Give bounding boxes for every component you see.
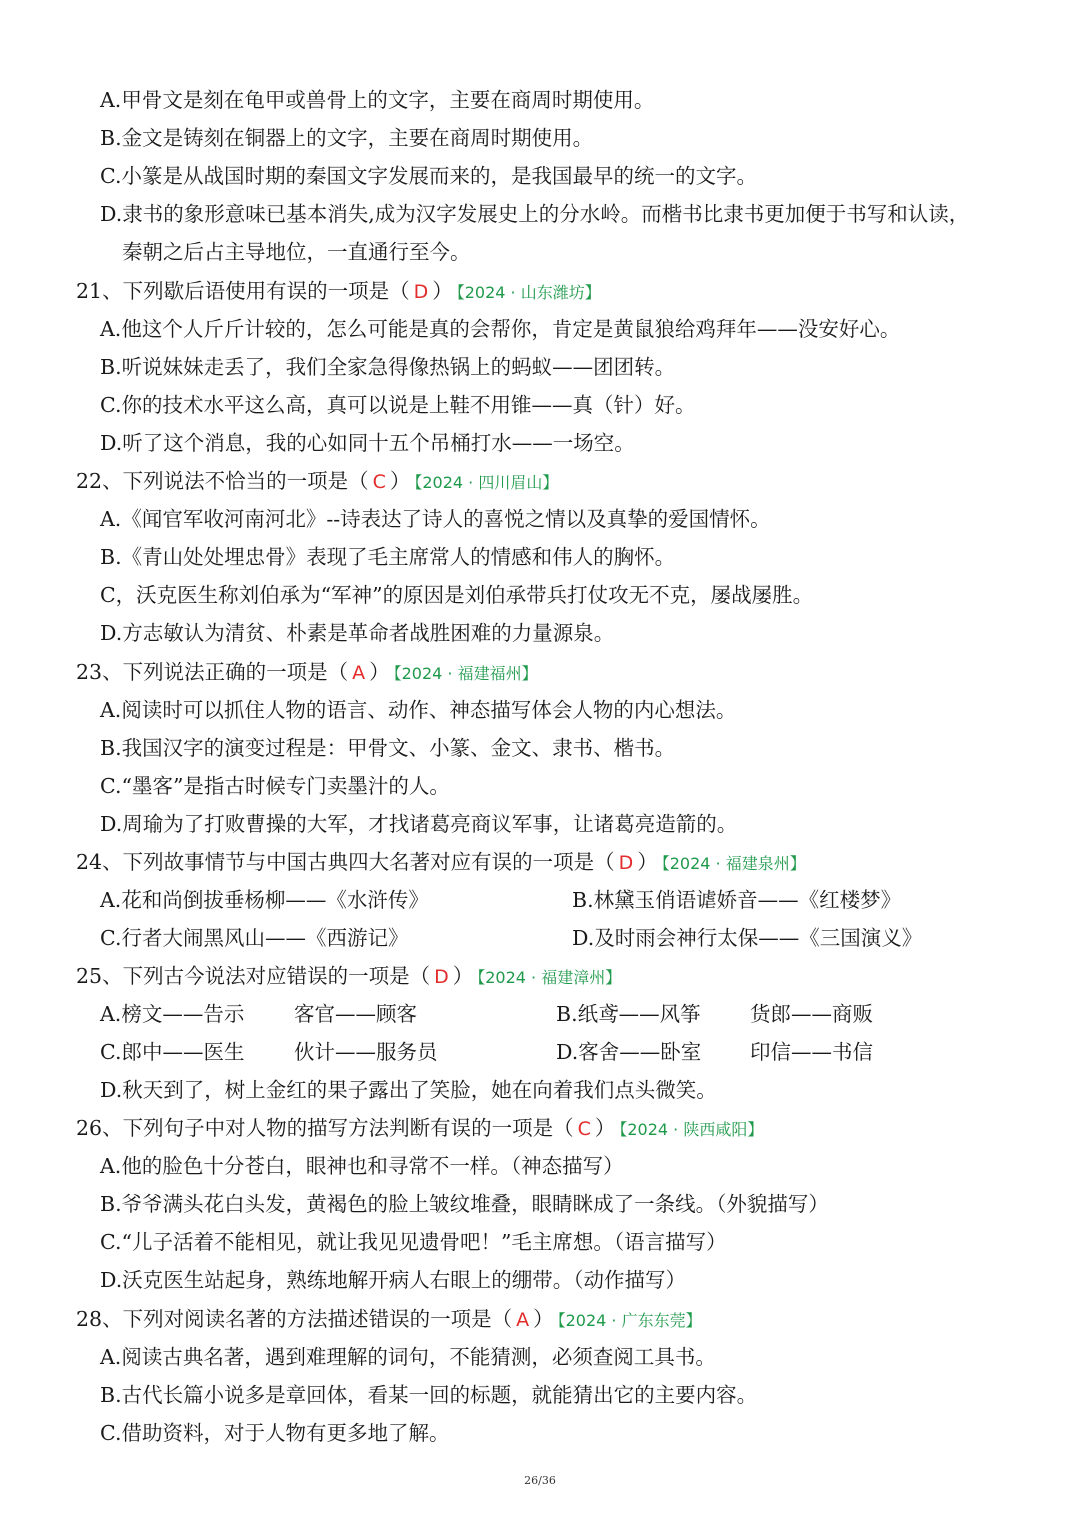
answer-letter: C	[372, 471, 386, 493]
option-d-prev-continued: 秦朝之后占主导地位，一直通行至今。	[122, 240, 471, 264]
q23-option-a: A.阅读时可以抓住人物的语言、动作、神态描写体会人物的内心想法。	[100, 698, 737, 722]
bracket-close: ）	[369, 660, 390, 684]
q24-option-b: B.林黛玉俏语谑娇音——《红楼梦》	[572, 888, 902, 912]
q24-option-d: D.及时雨会神行太保——《三国演义》	[572, 926, 923, 950]
question-24	[76, 847, 806, 877]
q24-option-c: C.行者大闹黑风山——《西游记》	[100, 926, 409, 950]
source-tag: 【2024 · 四川眉山】	[414, 473, 559, 492]
bracket-close: ）	[452, 964, 474, 988]
q28-option-c: C.借助资料，对于人物有更多地了解。	[100, 1421, 450, 1445]
q25-option-b-1: B.纸鸢——风筝	[556, 1002, 701, 1026]
question-stem: 25、下列古今说法对应错误的一项是（	[76, 964, 431, 988]
bracket-close: ）	[432, 279, 453, 303]
bracket-close: ）	[389, 469, 411, 493]
source-tag: 【2024 · 福建福州】	[393, 664, 538, 683]
q23-option-c: C.“墨客”是指古时候专门卖墨汁的人。	[100, 774, 450, 798]
q25-option-b-2: 货郎——商贩	[750, 1002, 873, 1026]
q25-option-d-2: 印信——书信	[750, 1040, 873, 1064]
q25-option-d-1: D.客舍——卧室	[556, 1040, 702, 1064]
answer-letter: C	[577, 1118, 591, 1140]
source-tag: 【2024 · 福建泉州】	[661, 854, 806, 873]
question-stem: 21、下列歇后语使用有误的一项是（	[76, 279, 410, 303]
q23-option-b: B.我国汉字的演变过程是：甲骨文、小篆、金文、隶书、楷书。	[100, 736, 676, 760]
option-a-prev: A.甲骨文是刻在龟甲或兽骨上的文字，主要在商周时期使用。	[100, 88, 655, 112]
option-d-prev: D.隶书的象形意味已基本消失,成为汉字发展史上的分水岭。而楷书比隶书更加便于书写和认读，	[100, 202, 970, 226]
question-26	[76, 1113, 763, 1143]
option-b-prev: B.金文是铸刻在铜器上的文字，主要在商周时期使用。	[100, 126, 594, 150]
q21-option-a: A.他这个人斤斤计较的，怎么可能是真的会帮你，肯定是黄鼠狼给鸡拜年——没安好心。	[100, 317, 901, 341]
question-stem: 28、下列对阅读名著的方法描述错误的一项是（	[76, 1307, 513, 1331]
answer-letter: D	[434, 966, 449, 988]
q21-option-b: B.听说妹妹走丢了，我们全家急得像热锅上的蚂蚁——团团转。	[100, 355, 676, 379]
q25-option-a-2: 客官——顾客	[294, 1002, 417, 1026]
question-25	[76, 961, 621, 991]
q25-option-a-1: A.榜文——告示	[100, 1002, 245, 1026]
source-tag: 【2024 · 山东潍坊】	[456, 283, 601, 302]
question-stem: 22、下列说法不恰当的一项是（	[76, 469, 369, 493]
q21-option-d: D.听了这个消息，我的心如同十五个吊桶打水——一场空。	[100, 431, 635, 455]
question-stem: 23、下列说法正确的一项是（	[76, 660, 349, 684]
q24-option-a: A.花和尚倒拔垂杨柳——《水浒传》	[100, 888, 429, 912]
q22-option-a: A.《闻官军收河南河北》--诗表达了诗人的喜悦之情以及真挚的爱国情怀。	[100, 507, 771, 531]
answer-letter: D	[618, 852, 634, 874]
question-stem: 24、下列故事情节与中国古典四大名著对应有误的一项是（	[76, 850, 615, 874]
source-tag: 【2024 · 陕西咸阳】	[619, 1120, 764, 1139]
question-21	[76, 276, 601, 306]
q26-option-c: C.“儿子活着不能相见，就让我见见遗骨吧！”毛主席想。（语言描写）	[100, 1230, 727, 1254]
q22-option-c: C，沃克医生称刘伯承为“军神”的原因是刘伯承带兵打仗攻无不克，屡战屡胜。	[100, 583, 814, 607]
bracket-close: ）	[637, 850, 658, 874]
q21-option-c: C.你的技术水平这么高，真可以说是上鞋不用锥——真（针）好。	[100, 393, 696, 417]
q25-option-c-2: 伙计——服务员	[294, 1040, 438, 1064]
question-22	[76, 466, 558, 496]
answer-letter: A	[352, 662, 366, 684]
question-stem: 26、下列句子中对人物的描写方法判断有误的一项是（	[76, 1116, 574, 1140]
q22-option-d: D.方志敏认为清贫、朴素是革命者战胜困难的力量源泉。	[100, 621, 615, 645]
answer-letter: A	[516, 1309, 530, 1331]
page-number: 26/36	[524, 1474, 556, 1487]
answer-letter: D	[413, 281, 429, 303]
question-28	[76, 1304, 702, 1334]
source-tag: 【2024 · 广东东莞】	[557, 1311, 702, 1330]
source-tag: 【2024 · 福建漳州】	[477, 968, 622, 987]
option-c-prev: C.小篆是从战国时期的秦国文字发展而来的，是我国最早的统一的文字。	[100, 164, 757, 188]
q25-option-c-1: C.郎中——医生	[100, 1040, 245, 1064]
q26-option-a: A.他的脸色十分苍白，眼神也和寻常不一样。（神态描写）	[100, 1154, 624, 1178]
q25-extra-line: D.秋天到了，树上金红的果子露出了笑脸，她在向着我们点头微笑。	[100, 1078, 717, 1102]
q28-option-a: A.阅读古典名著，遇到难理解的词句，不能猜测，必须查阅工具书。	[100, 1345, 716, 1369]
q28-option-b: B.古代长篇小说多是章回体，看某一回的标题，就能猜出它的主要内容。	[100, 1383, 758, 1407]
q26-option-d: D.沃克医生站起身，熟练地解开病人右眼上的绷带。（动作描写）	[100, 1268, 686, 1292]
bracket-close: ）	[533, 1307, 554, 1331]
q23-option-d: D.周瑜为了打败曹操的大军，才找诸葛亮商议军事，让诸葛亮造箭的。	[100, 812, 738, 836]
bracket-close: ）	[594, 1116, 616, 1140]
question-23	[76, 657, 538, 687]
q22-option-b: B.《青山处处埋忠骨》表现了毛主席常人的情感和伟人的胸怀。	[100, 545, 676, 569]
q26-option-b: B.爷爷满头花白头发，黄褐色的脸上皱纹堆叠，眼睛眯成了一条线。（外貌描写）	[100, 1192, 829, 1216]
